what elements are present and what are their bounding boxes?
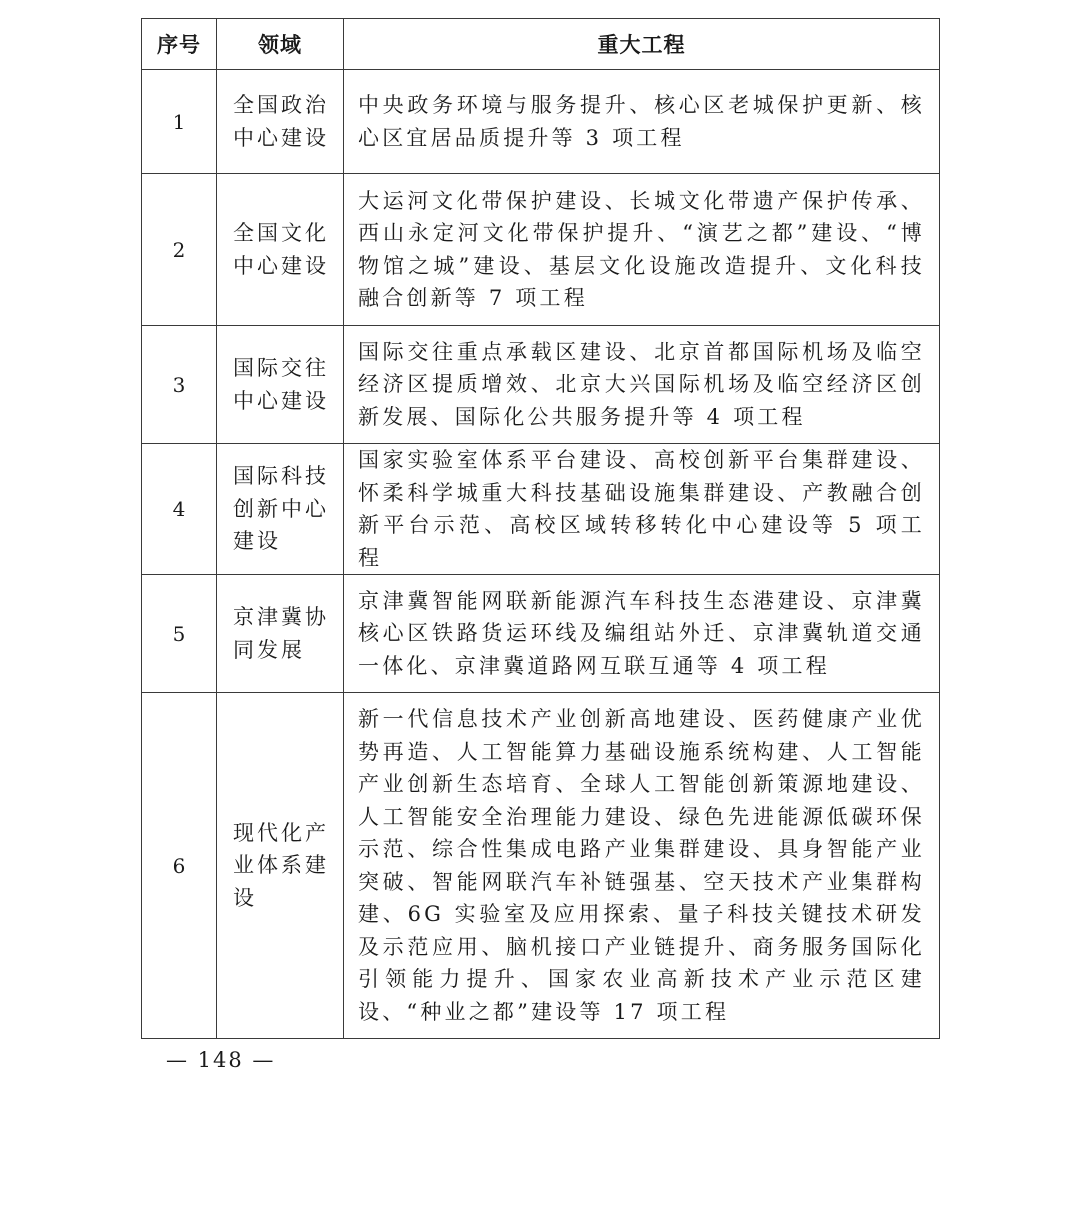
row-num: 3 (142, 326, 217, 444)
row-projects: 中央政务环境与服务提升、核心区老城保护更新、核心区宜居品质提升等 3 项工程 (344, 70, 940, 174)
page-number: — 148 — (166, 1048, 276, 1072)
row-field: 国际科技创新中心建设 (217, 444, 344, 575)
header-field: 领域 (217, 19, 344, 70)
row-field: 京津冀协同发展 (217, 575, 344, 693)
table-row (142, 444, 940, 575)
row-num: 5 (142, 575, 217, 693)
row-projects: 国际交往重点承载区建设、北京首都国际机场及临空经济区提质增效、北京大兴国际机场及临空经济区创新发展、国际化公共服务提升等 4 项工程 (344, 326, 940, 444)
row-field: 全国政治中心建设 (217, 70, 344, 174)
row-projects: 京津冀智能网联新能源汽车科技生态港建设、京津冀核心区铁路货运环线及编组站外迁、京津冀轨道交通一体化、京津冀道路网互联互通等 4 项工程 (344, 575, 940, 693)
table-header-row (142, 19, 940, 70)
projects-table (141, 18, 940, 1039)
header-num: 序号 (142, 19, 217, 70)
row-num: 4 (142, 444, 217, 575)
row-projects: 新一代信息技术产业创新高地建设、医药健康产业优势再造、人工智能算力基础设施系统构建、人工智能产业创新生态培育、全球人工智能创新策源地建设、人工智能安全治理能力建设、绿色先进能源低碳环保示范、综合性集成电路产业集群建设、具身智能产业突破、智能网联汽车补链强基、空天技术产业集群构建、6G 实验室及应用探索、量子科技关键技术研发及示范应用、脑机接口产业链提升、商务服务国际化引领能力提升、国家农业高新技术产业示范区建设、“种业之都”建设等 17 项工程 (344, 693, 940, 1039)
row-field: 全国文化中心建设 (217, 174, 344, 326)
row-num: 1 (142, 70, 217, 174)
row-num: 6 (142, 693, 217, 1039)
row-field: 现代化产业体系建设 (217, 693, 344, 1039)
row-projects: 大运河文化带保护建设、长城文化带遗产保护传承、西山永定河文化带保护提升、“演艺之都”建设、“博物馆之城”建设、基层文化设施改造提升、文化科技融合创新等 7 项工程 (344, 174, 940, 326)
header-projects: 重大工程 (344, 19, 940, 70)
row-field: 国际交往中心建设 (217, 326, 344, 444)
table-row (142, 174, 940, 326)
row-num: 2 (142, 174, 217, 326)
table-row (142, 693, 940, 1039)
table-row (142, 326, 940, 444)
row-projects: 国家实验室体系平台建设、高校创新平台集群建设、怀柔科学城重大科技基础设施集群建设、产教融合创新平台示范、高校区域转移转化中心建设等 5 项工程 (344, 444, 940, 575)
table-row (142, 70, 940, 174)
table-row (142, 575, 940, 693)
